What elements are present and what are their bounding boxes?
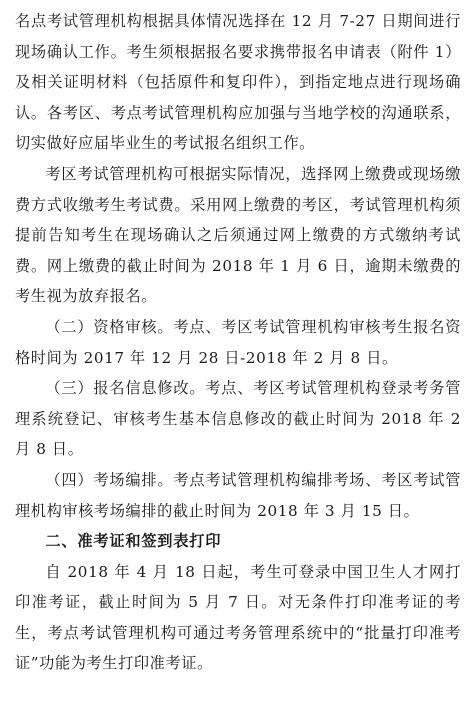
paragraph-site-confirmation: 名点考试管理机构根据具体情况选择在 12 月 7-27 日期间进行现场确认工作。考生须根据报名要求携带报名申请表（附件 1）及相关证明材料（包括原件和复印件），到指定地点进行现场确认。各考区、考点考试管理机构应加强与当地学校的沟通联系，切实做好应届毕业生的考试报名组织工作。 (15, 12, 461, 153)
section-heading: 二、准考证和签到表打印 (45, 532, 222, 551)
paragraph-exam-fee: 考区考试管理机构可根据实际情况，选择网上缴费或现场缴费方式收缴考生考试费。采用网上缴费的考区，考试管理机构须提前告知考生在现场确认之后须通过网上缴费的方式缴纳考试费。网上缴费的截止时间为 2018 年 1 月 6 日，逾期未缴费的考生视为放弃报名。 (15, 164, 461, 306)
paragraph-admission-ticket: 自 2018 年 4 月 18 日起，考生可登录中国卫生人才网打印准考证，截止时间为 5 月 7 日。对无条件打印准考证的考生，考点考试管理机构可通过考务管理系统中的“批量打印准考证”功能为考生打印准考证。 (15, 562, 461, 673)
paragraph-qualification-review: （二）资格审核。考点、考区考试管理机构审核考生报名资格时间为 2017 年 12 月 28 日-2018 年 2 月 8 日。 (15, 317, 461, 367)
paragraph-exam-room-arrangement: （四）考场编排。考点考试管理机构编排考场、考区考试管理机构审核考场编排的截止时间为 2018 年 3 月 15 日。 (15, 470, 461, 520)
paragraph-info-modification: （三）报名信息修改。考点、考区考试管理机构登录考务管理系统登记、审核考生基本信息修改的截止时间为 2018 年 2 月 8 日。 (15, 379, 461, 459)
